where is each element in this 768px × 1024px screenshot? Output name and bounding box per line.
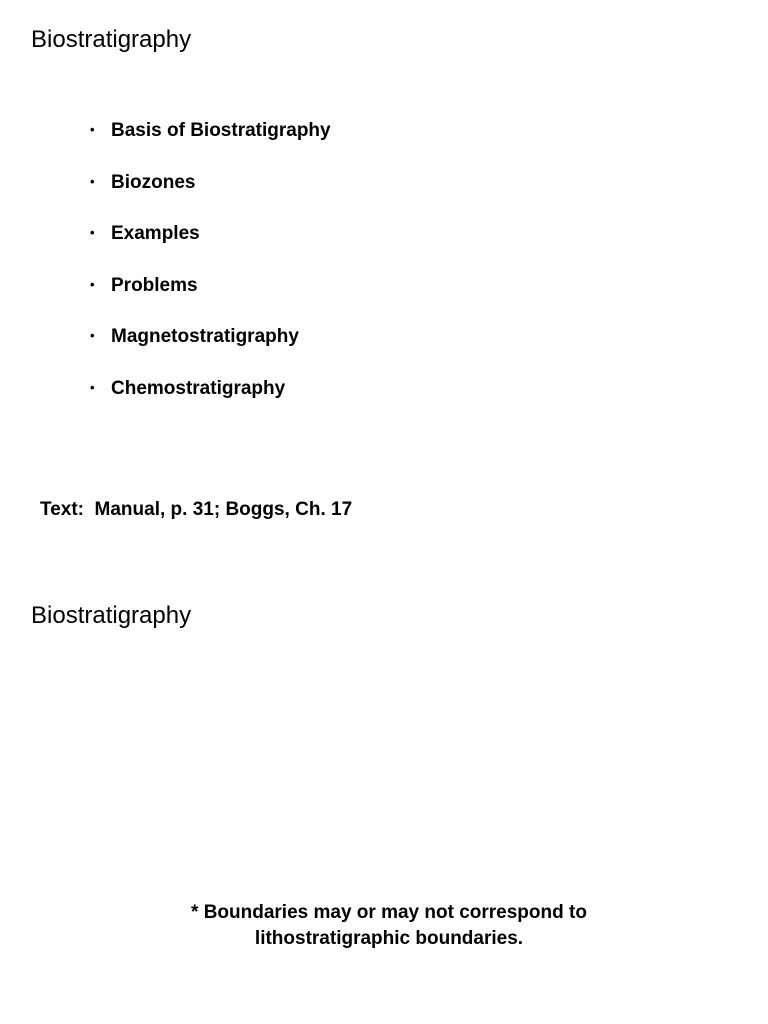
bullet-icon: • xyxy=(90,225,95,241)
list-item-label: Examples xyxy=(111,223,200,245)
bullet-icon: • xyxy=(90,173,95,189)
slide-title: Biostratigraphy xyxy=(31,602,192,629)
list-item-label: Magnetostratigraphy xyxy=(111,326,299,348)
list-item-label: Problems xyxy=(111,274,198,296)
list-item-label: Chemostratigraphy xyxy=(111,377,286,399)
list-item xyxy=(90,274,331,326)
bullet-icon: • xyxy=(90,122,95,137)
bullet-icon: • xyxy=(90,276,95,292)
list-item xyxy=(90,119,331,171)
list-item-label: Basis of Biostratigraphy xyxy=(111,120,331,141)
boundaries-footnote xyxy=(0,900,768,952)
footnote-line: lithostratigraphic boundaries. xyxy=(254,928,524,949)
footnote-line: * Boundaries may or may not correspond to xyxy=(191,902,587,923)
list-item-label: Biozones xyxy=(111,171,196,193)
topic-list xyxy=(90,119,331,429)
list-item xyxy=(90,377,331,429)
list-item xyxy=(90,222,331,274)
slide-title: Biostratigraphy xyxy=(31,26,192,53)
list-item xyxy=(90,325,331,377)
bullet-icon: • xyxy=(90,328,95,344)
list-item xyxy=(90,171,331,223)
bullet-icon: • xyxy=(90,379,95,395)
text-reference: Text: Manual, p. 31; Boggs, Ch. 17 xyxy=(40,499,353,520)
